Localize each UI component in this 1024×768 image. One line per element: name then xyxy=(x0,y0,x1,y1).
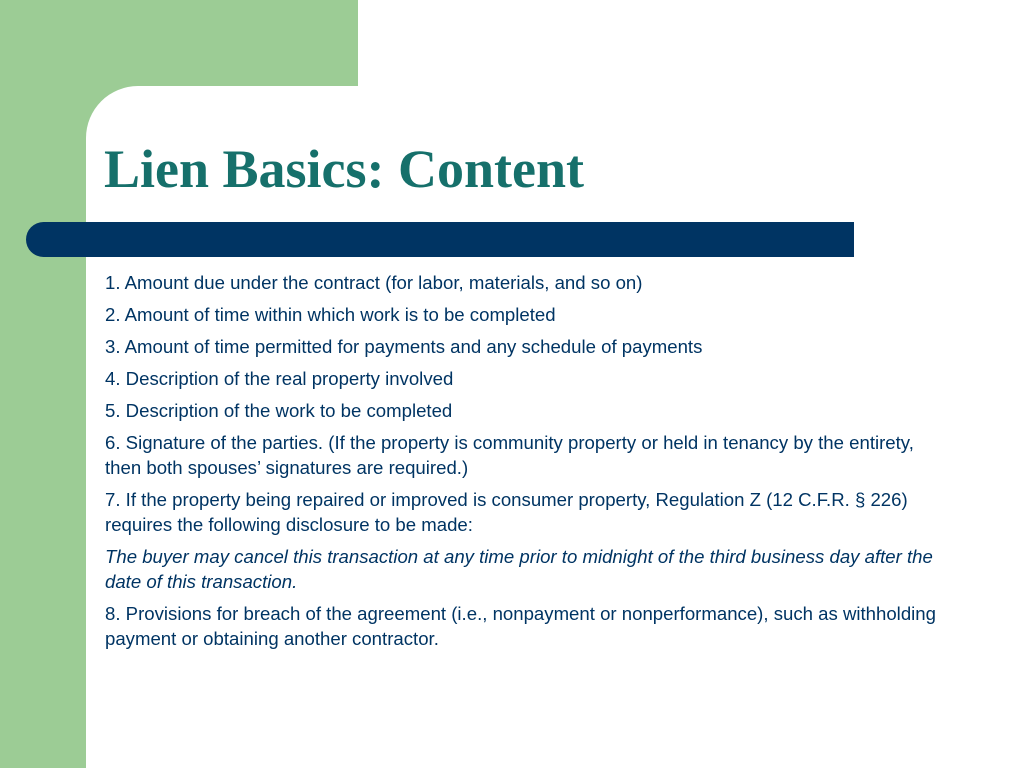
list-item: 3. Amount of time permitted for payments and any schedule of payments xyxy=(105,336,703,357)
list-item: 7. If the property being repaired or improved is consumer property, Regulation Z (12 C.F.R. § 226) requires the following disclosure to be made: xyxy=(105,489,908,535)
list-item: 5. Description of the work to be completed xyxy=(105,400,453,421)
list-item: 4. Description of the real property involved xyxy=(105,368,454,389)
list-item: 6. Signature of the parties. (If the property is community property or held in tenancy by the entirety, then both spouses’ signatures are required.) xyxy=(105,432,914,478)
disclosure-text: The buyer may cancel this transaction at any time prior to midnight of the third business day after the date of this transaction. xyxy=(105,546,933,592)
list-item: 1. Amount due under the contract (for labor, materials, and so on) xyxy=(105,272,643,293)
list-item: 2. Amount of time within which work is to be completed xyxy=(105,304,556,325)
title-underline-bar xyxy=(26,222,854,257)
slide-body xyxy=(105,270,955,658)
list-item: 8. Provisions for breach of the agreement (i.e., nonpayment or nonperformance), such as withholding payment or obtaining another contractor. xyxy=(105,603,936,649)
slide-title: Lien Basics: Content xyxy=(104,139,585,199)
